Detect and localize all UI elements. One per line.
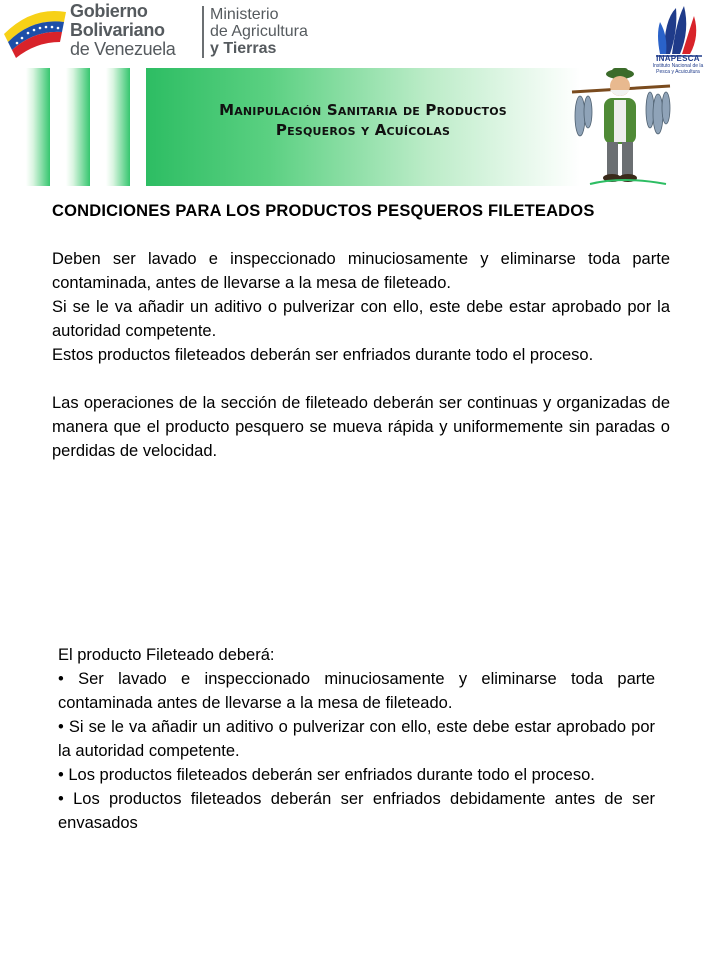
- venezuela-flag-swoosh-icon: [2, 4, 68, 60]
- paragraph-1: Deben ser lavado e inspeccionado minuciosamente y eliminarse toda parte contaminada, antes de llevarse a la mesa de fileteado.: [52, 250, 670, 292]
- paragraph-4: Las operaciones de la sección de fileteado deberán ser continuas y organizadas de manera que el producto pesquero se mueva rápida y uniformemente sin paradas o perdidas de velocidad.: [52, 394, 670, 460]
- paragraph-2: Si se le va añadir un aditivo o pulverizar con ello, este debe estar aprobado por la autoridad competente.: [52, 298, 670, 340]
- banner-title: [146, 100, 580, 140]
- section-heading: CONDICIONES PARA LOS PRODUCTOS PESQUEROS FILETEADOS: [52, 202, 595, 220]
- banner-stripe: [26, 68, 50, 186]
- logo-divider: [202, 6, 204, 58]
- list-intro: El producto Fileteado deberá:: [58, 646, 275, 664]
- banner-title-line-2: Pesqueros y Acuícolas: [275, 121, 451, 139]
- institute-subtitle-1: Instituto Nacional de la: [652, 63, 704, 69]
- ministry-line-3: y Tierras: [210, 40, 277, 57]
- list-item: • Si se le va añadir un aditivo o pulverizar con ello, este debe estar aprobado por la autoridad competente.: [58, 718, 655, 760]
- banner-title-line-1: Manipulación Sanitaria de Productos: [219, 101, 507, 119]
- gov-line-3: de Venezuela: [70, 39, 176, 59]
- list-item: • Los productos fileteados deberán ser enfriados debidamente antes de ser envasados: [58, 790, 655, 832]
- ministry-line-2: de Agricultura: [210, 23, 308, 40]
- title-banner: [26, 68, 580, 186]
- list-item: • Ser lavado e inspeccionado minuciosamente y eliminarse toda parte contaminada antes de llevarse a la mesa de fileteado.: [58, 670, 655, 712]
- list-item: • Los productos fileteados deberán ser enfriados durante todo el proceso.: [58, 766, 595, 784]
- banner-stripe: [66, 68, 90, 186]
- institute-subtitle-2: Pesca y Acuicultura: [656, 69, 700, 75]
- paragraph-3: Estos productos fileteados deberán ser enfriados durante todo el proceso.: [52, 346, 594, 364]
- government-logo: [0, 0, 340, 64]
- ministry-line-1: Ministerio: [210, 6, 279, 23]
- fisherman-illustration-icon: [570, 68, 674, 190]
- document-body: [52, 199, 670, 463]
- gov-line-1: Gobierno: [70, 1, 148, 21]
- gov-line-2: Bolivariano: [70, 20, 165, 40]
- institute-name: INAPESCA: [656, 54, 700, 63]
- banner-stripe: [106, 68, 130, 186]
- requirements-list: [58, 643, 655, 835]
